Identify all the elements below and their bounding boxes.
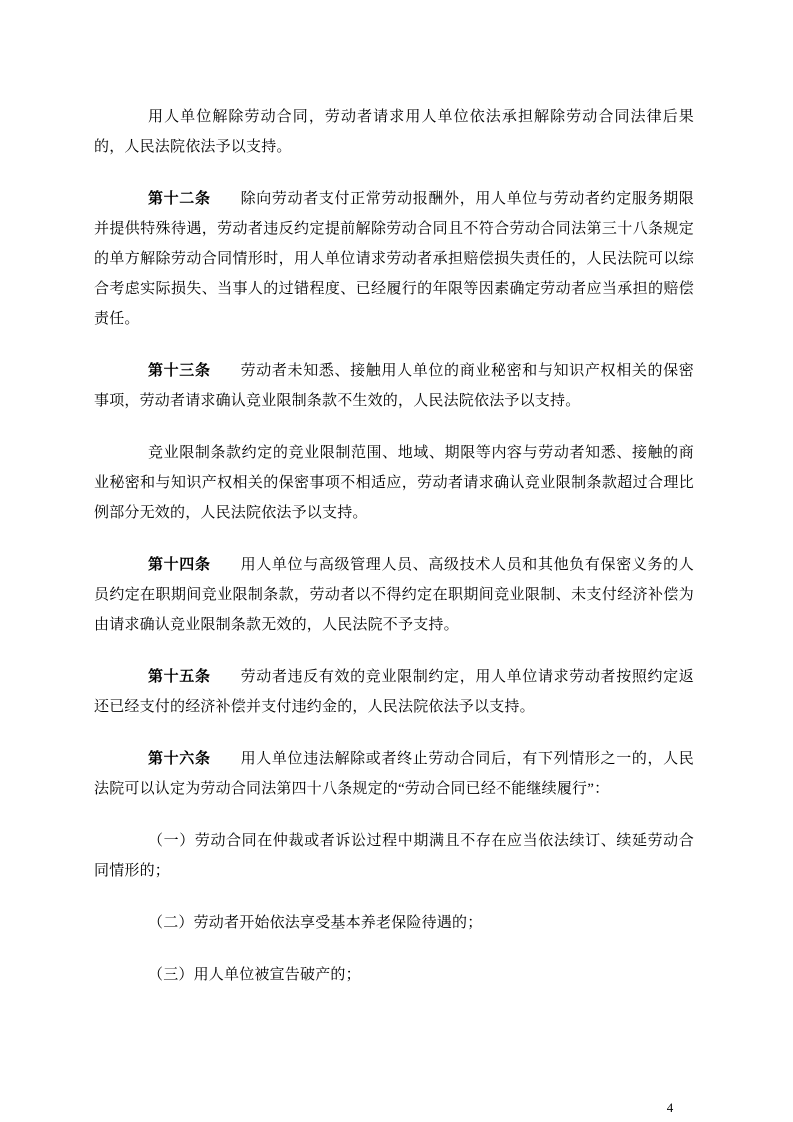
article-paragraph: [94, 662, 694, 722]
paragraph-text: 劳动者未知悉、接触用人单位的商业秘密和与知识产权相关的保密事项，劳动者请求确认竞业限制条款不生效的，人民法院依法予以支持。: [94, 363, 694, 409]
paragraph: [94, 826, 694, 886]
paragraph: [94, 908, 694, 938]
article-paragraph: [94, 744, 694, 804]
paragraph-text: 劳动者违反有效的竞业限制约定，用人单位请求劳动者按照约定返还已经支付的经济补偿并支付违约金的，人民法院依法予以支持。: [94, 669, 694, 715]
paragraph-text: （三）用人单位被宣告破产的；: [148, 967, 361, 983]
paragraph: [94, 438, 694, 528]
document-body: [94, 102, 694, 990]
paragraph: [94, 102, 694, 162]
article-number-label: 第十五条: [148, 669, 211, 685]
paragraph-text: （二）劳动者开始依法享受基本养老保险待遇的；: [148, 915, 483, 931]
paragraph: [94, 960, 694, 990]
article-number-label: 第十四条: [148, 557, 211, 573]
article-paragraph: [94, 184, 694, 334]
article-number-label: 第十三条: [148, 363, 211, 379]
paragraph-text: 用人单位违法解除或者终止劳动合同后，有下列情形之一的，人民法院可以认定为劳动合同法第四十八条规定的“劳动合同已经不能继续履行”：: [94, 751, 694, 797]
paragraph-text: 除向劳动者支付正常劳动报酬外，用人单位与劳动者约定服务期限并提供特殊待遇，劳动者违反约定提前解除劳动合同且不符合劳动合同法第三十八条规定的单方解除劳动合同情形时，用人单位请求劳动者承担赔偿损失责任的，人民法院可以综合考虑实际损失、当事人的过错程度、已经履行的年限等因素确定劳动者应当承担的赔偿责任。: [94, 191, 694, 327]
article-number-label: 第十二条: [148, 191, 211, 207]
article-number-label: 第十六条: [148, 751, 211, 767]
paragraph-text: 用人单位解除劳动合同，劳动者请求用人单位依法承担解除劳动合同法律后果的，人民法院依法予以支持。: [94, 109, 694, 155]
page-number: 4: [666, 1100, 674, 1115]
paragraph-text: 竞业限制条款约定的竞业限制范围、地域、期限等内容与劳动者知悉、接触的商业秘密和与知识产权相关的保密事项不相适应，劳动者请求确认竞业限制条款超过合理比例部分无效的，人民法院依法予以支持。: [94, 445, 694, 521]
paragraph-text: （一）劳动合同在仲裁或者诉讼过程中期满且不存在应当依法续订、续延劳动合同情形的；: [94, 833, 694, 879]
article-paragraph: [94, 550, 694, 640]
article-paragraph: [94, 356, 694, 416]
paragraph-text: 用人单位与高级管理人员、高级技术人员和其他负有保密义务的人员约定在职期间竞业限制条款，劳动者以不得约定在职期间竞业限制、未支付经济补偿为由请求确认竞业限制条款无效的，人民法院不予支持。: [94, 557, 694, 633]
